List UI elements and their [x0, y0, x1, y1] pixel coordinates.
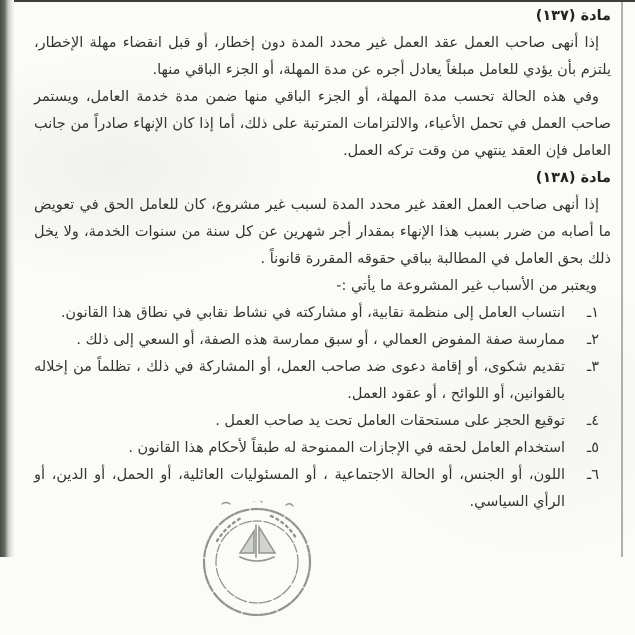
article-137-heading: مادة (١٣٧): [535, 8, 611, 24]
list-item-text: اللون، أو الجنس، أو الحالة الاجتماعية ، أو المسئوليات العائلية، أو الحمل، أو الدين، أو الرأي السياسي.: [34, 467, 565, 510]
article-138-heading: مادة (١٣٨): [535, 170, 611, 186]
list-item-text: تقديم شكوى، أو إقامة دعوى ضد صاحب العمل، أو المشاركة في ذلك ، تظلماً من إخلاله بالقوانين، أو اللوائح ، أو عقود العمل.: [34, 359, 565, 402]
list-item-number: ٢ـ: [586, 332, 599, 348]
list-item-text: ممارسة صفة المفوض العمالي ، أو سبق ممارسة هذه الصفة، أو السعي إلى ذلك .: [76, 332, 565, 348]
list-item-number: ٤ـ: [586, 413, 599, 429]
article-138-paragraph-1: إذا أنهى صاحب العمل العقد غير محدد المدة لسبب غير مشروع، كان للعامل الحق في تعويض ما أصابه من ضرر بسبب هذا الإنهاء بمقدار أجر شهرين عن كل سنة من سنوات الخدمة، ولا يخل ذلك بحق العامل في المطالبة بباقي حقوقه المقررة قانوناً .: [34, 197, 611, 267]
list-item: [34, 300, 611, 327]
list-item-number: ٥ـ: [586, 440, 599, 456]
list-item-text: توقيع الحجز على مستحقات العامل تحت يد صاحب العمل .: [215, 413, 565, 429]
list-item: [34, 435, 611, 462]
list-item: [34, 327, 611, 354]
list-item-number: ٣ـ: [586, 359, 599, 375]
article-137-paragraph-1: إذا أنهى صاحب العمل عقد العمل غير محدد المدة دون إخطار، أو قبل انقضاء مهلة الإخطار، يلتزم بأن يؤدي للعامل مبلغاً يعادل أجره عن مدة المهلة، أو الجزء الباقي منها.: [34, 35, 611, 78]
list-item: [34, 462, 611, 516]
list-item-number: ١ـ: [586, 305, 599, 321]
list-item-number: ٦ـ: [586, 467, 599, 483]
scan-top-edge: [0, 0, 635, 2]
list-item: [34, 408, 611, 435]
page-border-line: [621, 0, 623, 557]
list-item-text: استخدام العامل لحقه في الإجازات الممنوحة له طبقاً لأحكام هذا القانون .: [128, 440, 565, 456]
scan-left-edge-shadow: [0, 0, 14, 557]
article-137-paragraph-2: وفي هذه الحالة تحسب مدة المهلة، أو الجزء الباقي منها ضمن مدة خدمة العامل، ويستمر صاحب العمل في تحمل الأعباء، والالتزامات المترتبة على ذلك، أما إذا كان الإنهاء صادراً من جانب العامل فإن العقد ينتهي من وقت تركه العمل.: [34, 89, 611, 159]
unlawful-reasons-list: [34, 300, 611, 516]
list-item-text: انتساب العامل إلى منظمة نقابية، أو مشاركته في نشاط نقابي في نطاق هذا القانون.: [60, 305, 565, 321]
unlawful-reasons-intro: ويعتبر من الأسباب غير المشروعة ما يأتي :-: [336, 278, 597, 294]
list-item: [34, 354, 611, 408]
